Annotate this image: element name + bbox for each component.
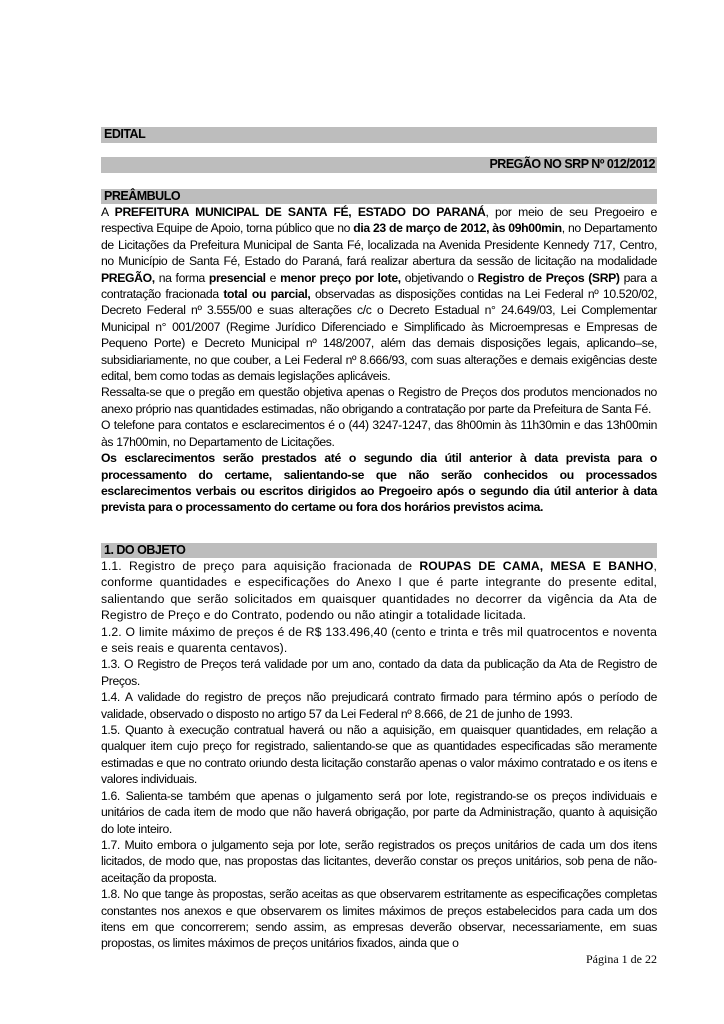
section-header-objeto: 1. DO OBJETO (101, 543, 657, 558)
section-header-preambulo: PREÂMBULO (101, 189, 657, 204)
page-number-footer: Página 1 de 22 (586, 952, 657, 966)
pregao-number-header: PREGÃO NO SRP Nº 012/2012 (101, 157, 657, 173)
section-header-edital: EDITAL (101, 127, 657, 143)
objeto-item-1-7: 1.7. Muito embora o julgamento seja por lote, serão registrados os preços unitários de cada um dos itens licitados, de modo que, nas propostas das licitantes, deverão constar os preços unitários, sob pena de não-aceitação da proposta. (101, 837, 657, 885)
objeto-item-1-5: 1.5. Quanto à execução contratual haverá ou não a aquisição, em quaisquer quantidades, em relação a qualquer item cujo preço for registrado, salientando-se que as quantidades especificadas são meramente estimadas e que no contrato oriundo desta licitação constarão apenas o valor máximo contratado e os itens e valores individuais. (101, 723, 657, 787)
objeto-item-1-6: 1.6. Salienta-se também que apenas o julgamento será por lote, registrando-se os preços individuais e unitários de cada item de modo que não haverá obrigação, por parte da Administração, quanto à aquisição do lote inteiro. (101, 788, 657, 836)
objeto-item-1-1: 1.1. Registro de preço para aquisição fracionada de ROUPAS DE CAMA, MESA E BANHO, conforme quantidades e especificações do Anexo I que é parte integrante do presente edital, salientando que serão solicitados em quaisquer quantidades no decorrer da vigência da Ata de Registro de Preço e do Contrato, podendo ou não atingir a totalidade licitada. (101, 559, 657, 623)
preambulo-paragraph-3: O telefone para contatos e esclarecimentos é o (44) 3247-1247, das 8h00min às 11h30min e das 13h00min às 17h00min, no Departamento de Licitações. (101, 418, 657, 449)
preambulo-paragraph-2: Ressalta-se que o pregão em questão objetiva apenas o Registro de Preços dos produtos mencionados no anexo próprio nas quantidades estimadas, não obrigando a contratação por parte da Prefeitura de Santa Fé. (101, 385, 657, 416)
objeto-item-1-4: 1.4. A validade do registro de preços não prejudicará contrato firmado para término após o período de validade, observado o disposto no artigo 57 da Lei Federal nº 8.666, de 21 de junho de 1993. (101, 690, 657, 721)
objeto-body (101, 558, 657, 952)
objeto-item-1-2: 1.2. O limite máximo de preços é de R$ 133.496,40 (cento e trinta e três mil quatrocentos e noventa e seis reais e quarenta centavos). (101, 624, 657, 656)
objeto-item-1-8: 1.8. No que tange às propostas, serão aceitas as que observarem estritamente as especificações completas constantes nos anexos e que observarem os limites máximos de preços estabelecidos para cada um dos itens em que concorrerem; sendo assim, as empresas deverão observar, necessariamente, em suas propostas, os limites máximos de preços unitários fixados, ainda que o (101, 887, 657, 951)
preambulo-paragraph-1: A PREFEITURA MUNICIPAL DE SANTA FÉ, ESTADO DO PARANÁ, por meio de seu Pregoeiro e respectiva Equipe de Apoio, torna público que no dia 23 de março de 2012, às 09h00min, no Departamento de Licitações da Prefeitura Municipal de Santa Fé, localizada na Avenida Presidente Kennedy 717, Centro, no Município de Santa Fé, Estado do Paraná, fará realizar abertura da sessão de licitação na modalidade PREGÃO, na forma presencial e menor preço por lote, objetivando o Registro de Preços (SRP) para a contratação fracionada total ou parcial, observadas as disposições contidas na Lei Federal nº 10.520/02, Decreto Federal nº 3.555/00 e suas alterações c/c o Decreto Estadual n° 24.649/03, Lei Complementar Municipal n° 001/2007 (Regime Jurídico Diferenciado e Simplificado às Microempresas e Empresas de Pequeno Porte) e Decreto Municipal nº 148/2007, além das demais disposições legais, aplicando–se, subsidiariamente, no que couber, a Lei Federal nº 8.666/93, com suas alterações e demais exigências deste edital, bem como todas as demais legislações aplicáveis. (101, 205, 657, 384)
preambulo-paragraph-4: Os esclarecimentos serão prestados até o segundo dia útil anterior à data prevista para o processamento do certame, salientando-se que não serão conhecidos ou processados esclarecimentos verbais ou escritos dirigidos ao Pregoeiro após o segundo dia útil anterior à data prevista para o processamento do certame ou fora dos horários previstos acima. (101, 451, 657, 515)
objeto-item-1-3: 1.3. O Registro de Preços terá validade por um ano, contado da data da publicação da Ata de Registro de Preços. (101, 657, 657, 688)
preambulo-body (101, 204, 657, 516)
